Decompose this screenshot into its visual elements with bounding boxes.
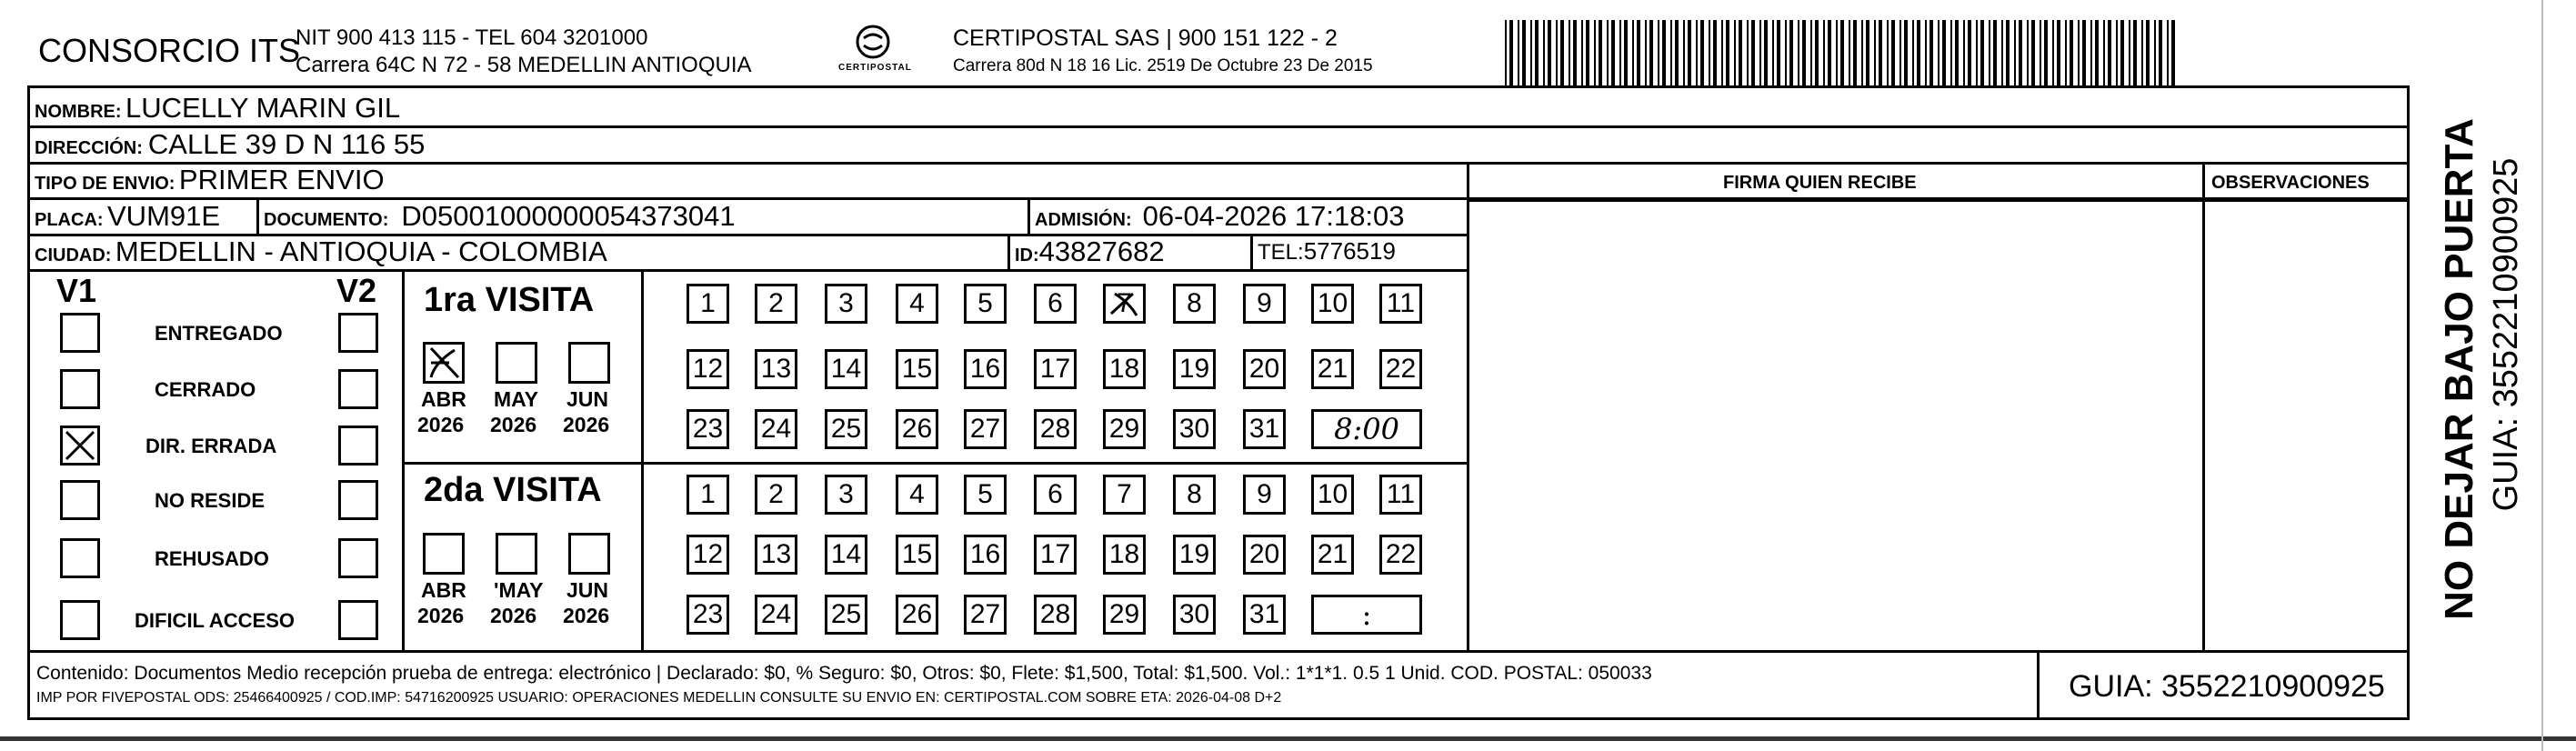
day-box[interactable]: 30 [1173, 595, 1216, 635]
nombre-value: LUCELLY MARIN GIL [125, 92, 401, 124]
logo-text: CERTIPOSTAL [838, 63, 912, 73]
year-label: 2026 [490, 413, 537, 436]
guia-footer: GUIA: 3552210900925 [2069, 669, 2385, 704]
day-box[interactable]: 23 [687, 409, 729, 449]
time-box[interactable]: 8:00 [1311, 409, 1422, 449]
direccion-value: CALLE 39 D N 116 55 [147, 128, 426, 160]
month-checkbox[interactable] [423, 342, 465, 384]
day-box[interactable]: 31 [1243, 595, 1286, 635]
day-box[interactable]: 17 [1034, 349, 1077, 389]
day-box[interactable]: 2 [755, 475, 797, 515]
carrier-name-nit: CERTIPOSTAL SAS | 900 151 122 - 2 [953, 25, 1338, 51]
day-box[interactable]: 24 [755, 409, 797, 449]
day-box[interactable]: 26 [896, 409, 938, 449]
day-box[interactable]: 8 [1173, 284, 1216, 324]
v2-header: V2 [336, 272, 377, 309]
scan-edge [0, 736, 2576, 741]
year-label: 2026 [490, 604, 537, 627]
v2-checkbox[interactable] [338, 538, 378, 578]
observaciones-header: OBSERVACIONES [2211, 173, 2370, 193]
tel-value: 5776519 [1303, 237, 1396, 265]
documento-value: D05001000000054373041 [401, 200, 736, 232]
month-label: MAY [494, 387, 538, 411]
day-box[interactable]: 30 [1173, 409, 1216, 449]
v2-checkbox[interactable] [338, 426, 378, 466]
tipo-envio-label: TIPO DE ENVIO: [35, 174, 175, 194]
day-box[interactable]: 1 [687, 475, 729, 515]
year-label: 2026 [563, 413, 610, 436]
admision-label: ADMISIÓN: [1035, 210, 1132, 230]
day-box[interactable]: 28 [1034, 409, 1077, 449]
day-box[interactable]: 17 [1034, 535, 1077, 575]
day-box[interactable]: 15 [896, 535, 938, 575]
time-box[interactable]: : [1311, 595, 1422, 635]
id-label: ID: [1015, 245, 1039, 265]
v2-checkbox[interactable] [338, 369, 378, 409]
day-box[interactable]: 18 [1103, 535, 1146, 575]
month-checkbox[interactable] [496, 342, 537, 384]
v2-checkbox[interactable] [338, 313, 378, 353]
v1-header: V1 [56, 272, 97, 309]
day-box[interactable]: 29 [1103, 409, 1146, 449]
day-box[interactable]: 13 [755, 349, 797, 389]
day-box[interactable]: 5 [964, 475, 1007, 515]
visit2-title: 2da VISITA [424, 471, 602, 509]
status-label: DIR. ERRADA [145, 435, 277, 457]
v2-checkbox[interactable] [338, 480, 378, 520]
day-box[interactable]: 23 [687, 595, 729, 635]
v1-checkbox[interactable] [60, 369, 100, 409]
month-checkbox[interactable] [423, 533, 465, 575]
imp-text: IMP POR FIVEPOSTAL ODS: 25466400925 / COD.IMP: 54716200925 USUARIO: OPERACIONES MEDELLIN CONSULTE SU ENVIO EN: CERTIPOSTAL.COM SOBRE ETA: 2026-04-08 D+2 [36, 690, 1282, 706]
certipostal-logo [837, 22, 912, 84]
year-label: 2026 [417, 413, 465, 436]
visit1-title: 1ra VISITA [424, 281, 595, 319]
nombre-label: NOMBRE: [35, 102, 122, 122]
day-box[interactable]: 19 [1173, 535, 1216, 575]
day-box[interactable]: 18 [1103, 349, 1146, 389]
guia-vertical: GUIA: 3552210900925 [2487, 157, 2525, 512]
waybill-frame [27, 85, 2410, 720]
day-box[interactable]: 1 [687, 284, 729, 324]
day-box[interactable]: 27 [964, 409, 1007, 449]
admision-value: 06-04-2026 17:18:03 [1142, 200, 1405, 232]
status-label: ENTREGADO [155, 322, 283, 345]
ciudad-label: CIUDAD: [35, 245, 112, 265]
day-box[interactable]: 16 [964, 349, 1007, 389]
status-label: DIFICIL ACCESO [135, 609, 296, 632]
day-box[interactable]: 3 [825, 475, 867, 515]
day-box[interactable]: 24 [755, 595, 797, 635]
tipo-envio-value: PRIMER ENVIO [178, 164, 385, 195]
day-box[interactable]: 21 [1311, 535, 1354, 575]
day-box[interactable]: 5 [964, 284, 1007, 324]
day-box[interactable]: 25 [825, 595, 867, 635]
day-box[interactable]: 7 [1103, 475, 1146, 515]
day-box[interactable]: 12 [687, 349, 729, 389]
day-box[interactable]: 22 [1379, 349, 1422, 389]
day-box[interactable]: 11 [1379, 475, 1422, 515]
day-box[interactable]: 20 [1243, 349, 1286, 389]
day-box[interactable]: 20 [1243, 535, 1286, 575]
day-box[interactable]: 15 [896, 349, 938, 389]
company-name: CONSORCIO ITS [38, 32, 301, 69]
day-box[interactable]: 7 [1103, 284, 1146, 324]
status-label: REHUSADO [155, 547, 269, 570]
day-box[interactable]: 4 [896, 475, 938, 515]
day-box[interactable]: 10 [1311, 284, 1354, 324]
day-box[interactable]: 16 [964, 535, 1007, 575]
placa-label: PLACA: [35, 210, 104, 230]
ciudad-value: MEDELLIN - ANTIOQUIA - COLOMBIA [115, 235, 607, 267]
documento-label: DOCUMENTO: [264, 210, 389, 230]
day-box[interactable]: 6 [1034, 475, 1077, 515]
company-address: Carrera 64C N 72 - 58 MEDELLIN ANTIOQUIA [296, 53, 752, 77]
v1-checkbox[interactable] [60, 480, 100, 520]
day-box[interactable]: 6 [1034, 284, 1077, 324]
month-label: 'MAY [494, 578, 544, 602]
day-box[interactable]: 21 [1311, 349, 1354, 389]
day-box[interactable]: 9 [1243, 475, 1286, 515]
tel-label: TEL: [1258, 240, 1304, 265]
carrier-address: Carrera 80d N 18 16 Lic. 2519 De Octubre 23 De 2015 [953, 56, 1373, 75]
day-box[interactable]: 27 [964, 595, 1007, 635]
day-box[interactable]: 14 [825, 349, 867, 389]
year-label: 2026 [563, 604, 610, 627]
month-checkbox[interactable] [568, 342, 610, 384]
firma-header: FIRMA QUIEN RECIBE [1723, 173, 1917, 193]
day-box[interactable]: 14 [825, 535, 867, 575]
v2-checkbox[interactable] [338, 600, 378, 640]
day-box[interactable]: 8 [1173, 475, 1216, 515]
direccion-label: DIRECCIÓN: [35, 138, 143, 158]
day-box[interactable]: 31 [1243, 409, 1286, 449]
placa-value: VUM91E [107, 200, 221, 232]
month-checkbox[interactable] [568, 533, 610, 575]
day-box[interactable]: 9 [1243, 284, 1286, 324]
day-box[interactable]: 26 [896, 595, 938, 635]
day-box[interactable]: 19 [1173, 349, 1216, 389]
day-box[interactable]: 22 [1379, 535, 1422, 575]
month-label: ABR [421, 387, 466, 411]
month-label: JUN [566, 387, 609, 411]
status-label: CERRADO [155, 378, 256, 401]
day-box[interactable]: 25 [825, 409, 867, 449]
v1-checkbox[interactable] [60, 538, 100, 578]
v1-checkbox[interactable] [60, 313, 100, 353]
day-box[interactable]: 29 [1103, 595, 1146, 635]
barcode-icon [1505, 20, 2182, 85]
month-label: JUN [566, 578, 609, 602]
company-nit-tel: NIT 900 413 115 - TEL 604 3201000 [296, 25, 648, 50]
year-label: 2026 [417, 604, 465, 627]
day-box[interactable]: 4 [896, 284, 938, 324]
month-label: ABR [421, 578, 466, 602]
day-box[interactable]: 11 [1379, 284, 1422, 324]
contenido-text: Contenido: Documentos Medio recepción prueba de entrega: electrónico | Declarado: $0, % Seguro: $0, Otros: $0, Flete: $1,500, Total: $1,500. Vol.: 1*1*1. 0.5 1 Unid. COD. POSTAL: 050033 [36, 663, 1652, 684]
no-dejar-bajo-puerta: NO DEJAR BAJO PUERTA [2437, 118, 2481, 620]
day-box[interactable]: 2 [755, 284, 797, 324]
day-box[interactable]: 28 [1034, 595, 1077, 635]
scan-edge-right [2541, 0, 2543, 751]
month-checkbox[interactable] [496, 533, 537, 575]
day-box[interactable]: 3 [825, 284, 867, 324]
status-label: NO RESIDE [155, 489, 266, 512]
day-box[interactable]: 10 [1311, 475, 1354, 515]
v1-checkbox[interactable] [60, 426, 100, 466]
day-box[interactable]: 12 [687, 535, 729, 575]
day-box[interactable]: 13 [755, 535, 797, 575]
id-value: 43827682 [1038, 235, 1165, 267]
v1-checkbox[interactable] [60, 600, 100, 640]
